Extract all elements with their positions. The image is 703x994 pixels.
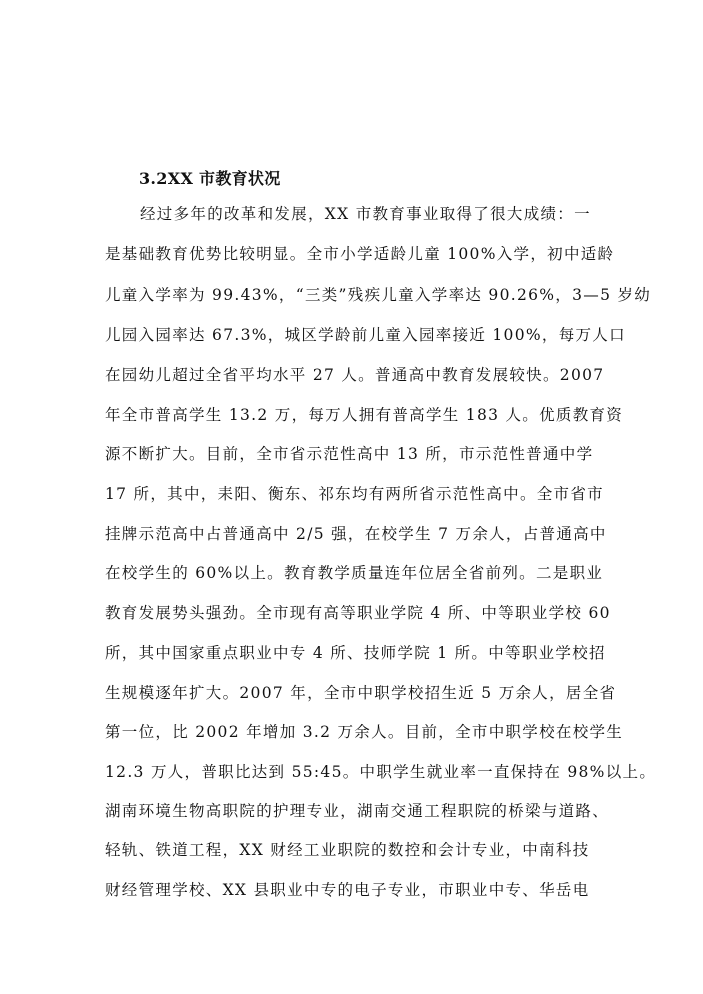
paragraph-line: 在园幼儿超过全省平均水平 27 人。普通高中教育发展较快。2007 bbox=[105, 366, 605, 384]
paragraph-line: 是基础教育优势比较明显。全市小学适龄儿童 100%入学，初中适龄 bbox=[105, 245, 615, 263]
paragraph-line: 所，其中国家重点职业中专 4 所、技师学院 1 所。中等职业学校招 bbox=[105, 644, 606, 662]
section-heading: 3.2XX 市教育状况 bbox=[139, 169, 281, 188]
paragraph-line: 经过多年的改革和发展，XX 市教育事业取得了很大成绩：一 bbox=[140, 205, 591, 223]
paragraph-line: 年全市普高学生 13.2 万，每万人拥有普高学生 183 人。优质教育资 bbox=[105, 406, 624, 424]
paragraph-line: 挂牌示范高中占普通高中 2/5 强，在校学生 7 万余人，占普通高中 bbox=[105, 525, 607, 543]
paragraph-line: 教育发展势头强劲。全市现有高等职业学院 4 所、中等职业学校 60 bbox=[105, 604, 611, 622]
paragraph-line: 儿园入园率达 67.3%，城区学龄前儿童入园率接近 100%，每万人口 bbox=[105, 326, 626, 344]
paragraph-line: 17 所，其中，耒阳、衡东、祁东均有两所省示范性高中。全市省市 bbox=[105, 485, 604, 503]
paragraph-line: 生规模逐年扩大。2007 年，全市中职学校招生近 5 万余人，居全省 bbox=[105, 684, 617, 702]
paragraph-line: 轻轨、铁道工程，XX 财经工业职院的数控和会计专业，中南科技 bbox=[105, 841, 590, 859]
paragraph-line: 湖南环境生物高职院的护理专业，湖南交通工程职院的桥梁与道路、 bbox=[105, 802, 610, 820]
paragraph-line: 财经管理学校、XX 县职业中专的电子专业，市职业中专、华岳电 bbox=[105, 881, 590, 899]
paragraph-line: 12.3 万人，普职比达到 55:45。中职学生就业率一直保持在 98%以上。 bbox=[105, 763, 657, 781]
paragraph-line: 第一位，比 2002 年增加 3.2 万余人。目前，全市中职学校在校学生 bbox=[105, 723, 624, 741]
paragraph-line: 儿童入学率为 99.43%，“三类”残疾儿童入学率达 90.26%，3—5 岁幼 bbox=[105, 286, 652, 304]
paragraph-line: 源不断扩大。目前，全市省示范性高中 13 所，市示范性普通中学 bbox=[105, 445, 594, 463]
paragraph-line: 在校学生的 60%以上。教育教学质量连年位居全省前列。二是职业 bbox=[105, 564, 604, 582]
